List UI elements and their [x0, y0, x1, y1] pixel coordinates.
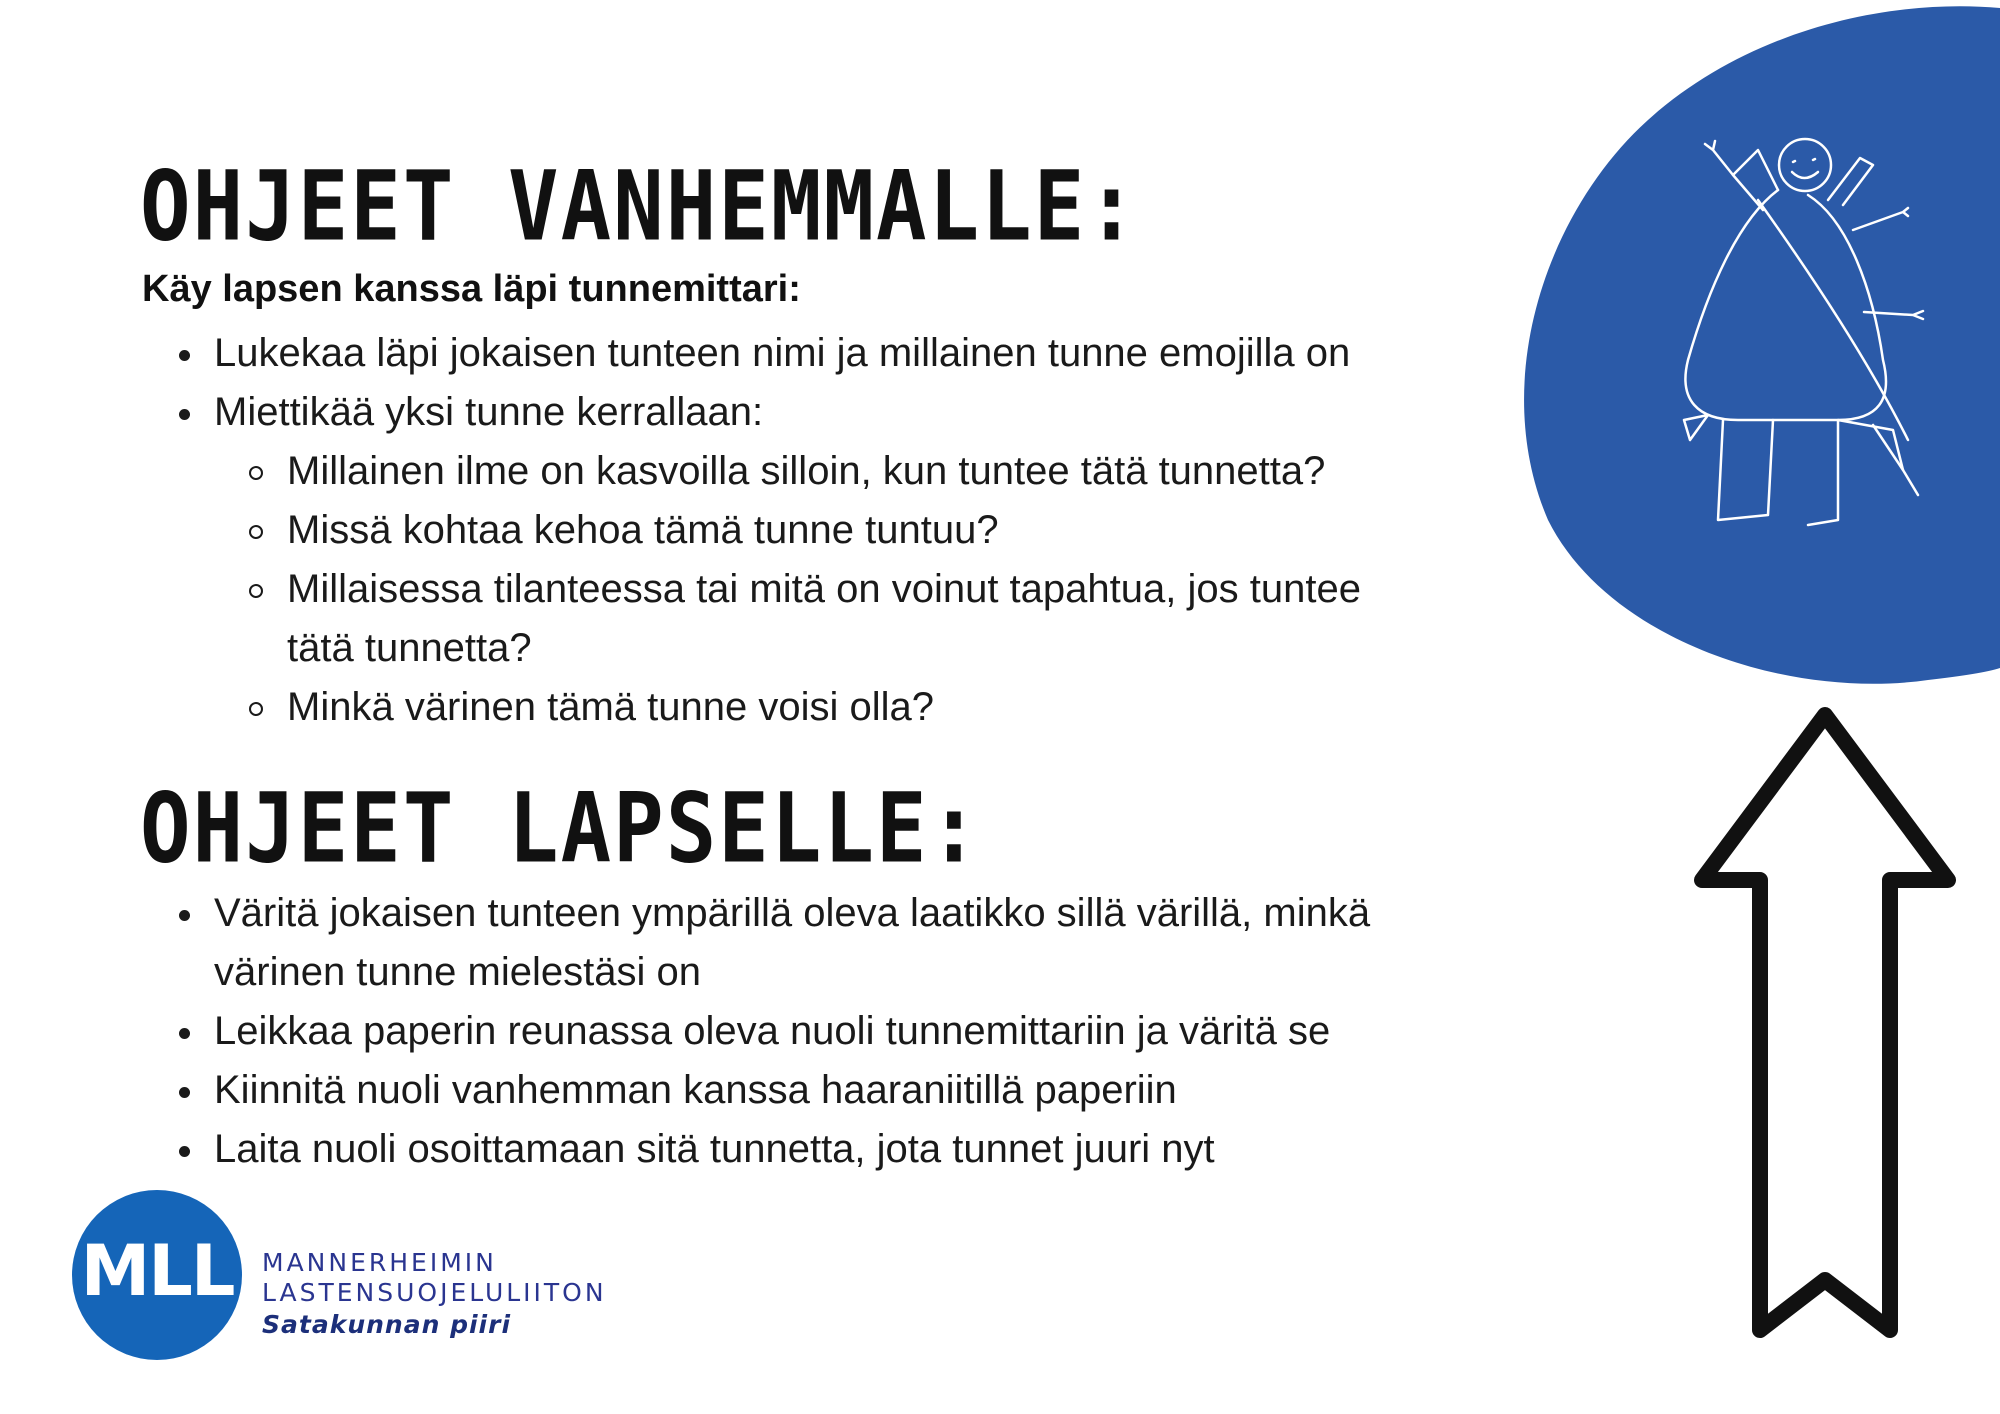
- list-item: Miettikää yksi tunne kerrallaan:: [142, 383, 1462, 442]
- child-instruction-list: [142, 884, 1462, 1179]
- mll-logo-mark: MLL: [80, 1230, 234, 1312]
- heading-parent-instructions: OHJEET VANHEMMALLE:: [140, 150, 1139, 263]
- parent-intro: Käy lapsen kanssa läpi tunnemittari:: [142, 268, 801, 310]
- blue-blob-shape: [1524, 6, 2000, 684]
- list-item: Väritä jokaisen tunteen ympärillä oleva laatikko sillä värillä, minkä: [142, 884, 1462, 943]
- child-drawing-icon: [1508, 0, 2000, 700]
- list-item: Laita nuoli osoittamaan sitä tunnetta, jota tunnet juuri nyt: [142, 1120, 1462, 1179]
- heading-child-instructions: OHJEET LAPSELLE:: [140, 772, 982, 885]
- sub-list-item: Millainen ilme on kasvoilla silloin, kun tuntee tätä tunnetta?: [142, 442, 1462, 501]
- sub-list-item-continuation: tätä tunnetta?: [287, 626, 532, 670]
- parent-instruction-list: [142, 324, 1462, 442]
- list-item-continuation: värinen tunne mielestäsi on: [214, 950, 701, 994]
- list-item: Kiinnitä nuoli vanhemman kanssa haaraniitillä paperiin: [142, 1061, 1462, 1120]
- parent-sub-list: [142, 442, 1462, 737]
- list-item: Leikkaa paperin reunassa oleva nuoli tunnemittariin ja väritä se: [142, 1002, 1462, 1061]
- mll-logo: [72, 1190, 242, 1360]
- logo-text-line1: MANNERHEIMIN: [262, 1248, 497, 1277]
- list-item: Lukekaa läpi jokaisen tunteen nimi ja millainen tunne emojilla on: [142, 324, 1462, 383]
- logo-text-line3: Satakunnan piiri: [262, 1310, 512, 1339]
- logo-text-line2: LASTENSUOJELULIITON: [262, 1278, 607, 1307]
- sub-list-item: Missä kohtaa kehoa tämä tunne tuntuu?: [142, 501, 1462, 560]
- cut-out-arrow-icon: [1680, 700, 1980, 1350]
- sub-list-item: Minkä värinen tämä tunne voisi olla?: [142, 678, 1462, 737]
- sub-list-item: Millaisessa tilanteessa tai mitä on voinut tapahtua, jos tuntee: [142, 560, 1462, 619]
